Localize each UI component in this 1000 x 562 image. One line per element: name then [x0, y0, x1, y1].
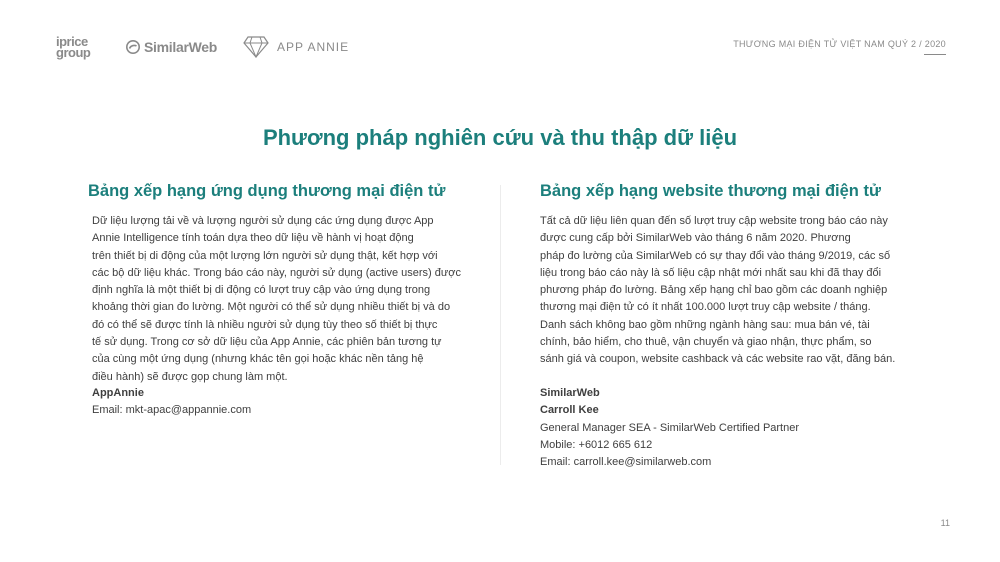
website-ranking-description: Tất cả dữ liệu liên quan đến số lượt truy cập website trong báo cáo này được cung cấp bởi SimilarWeb vào tháng 6 năm 2020. Phương pháp đo lường của SimilarWeb có sự thay đổi vào tháng 9/2019, các số liệu trong báo cáo này là số liệu cập nhật mới nhất sau khi đã thay đổi phương pháp đo lường. Bảng xếp hạng chỉ bao gồm các doanh nghiệp thương mại điện tử có ít nhất 100.000 lượt truy cập website / tháng. Danh sách không bao gồm những ngành hàng sau: mua bán vé, tài chính, bảo hiểm, cho thuê, vận chuyển và giao nhận, thực phẩm, so sánh giá và coupon, website cashback và các website rao vặt, đăng bán. — [540, 215, 896, 366]
partner-logos — [56, 34, 349, 60]
iprice-group-logo — [56, 36, 104, 58]
app-annie-logo-text: APP ANNIE — [277, 40, 350, 54]
website-ranking-heading: Bảng xếp hạng website thương mại điện tử — [540, 182, 881, 200]
header-underline — [924, 54, 946, 55]
website-ranking-section — [540, 182, 940, 369]
page-title: Phương pháp nghiên cứu và thu thập dữ liệu — [262, 125, 738, 150]
column-divider — [500, 185, 501, 465]
similarweb-logo — [126, 39, 217, 55]
page-number: 11 — [940, 518, 950, 528]
diamond-icon — [243, 36, 269, 58]
app-annie-logo — [243, 36, 349, 58]
report-title: THƯƠNG MẠI ĐIỆN TỬ VIỆT NAM QUÝ 2 / 2020 — [733, 39, 946, 49]
app-ranking-description: Dữ liệu lượng tải về và lượng người sử dụng các ứng dụng được App Annie Intelligence tính toán dựa theo dữ liệu về hành vị hoạt động trên thiết bị di động của một lượng lớn người sử dụng thật, kết hợp với các bộ dữ liệu khác. Trong báo cáo này, người sử dụng (active users) được định nghĩa là một thiết bị di động có lượt truy cập vào ứng dụng trong khoảng thời gian đo lường. Một người có thể sử dụng nhiều thiết bị và do đó có thể sẽ được tính là nhiều người sử dụng tùy theo số thiết bị thực tế sử dụng. Trong cơ sở dữ liệu của App Annie, các phiên bản tương tự của cùng một ứng dụng (nhưng khác tên gọi hoặc khác nền tảng hệ điều hành) sẽ được gọp chung làm một. — [92, 215, 461, 383]
app-ranking-section — [88, 182, 488, 386]
contact-email: Email: mkt-apac@appannie.com — [92, 404, 252, 417]
iprice-logo-line1: iprice — [56, 34, 88, 49]
contact-email: Email: carroll.kee@similarweb.com — [540, 456, 712, 469]
similarweb-contact — [540, 385, 799, 471]
contact-mobile: Mobile: +6012 665 612 — [540, 438, 653, 451]
iprice-logo-line2: group — [56, 45, 91, 60]
app-ranking-heading: Bảng xếp hạng ứng dụng thương mại điện tử — [88, 182, 446, 200]
contact-company: SimilarWeb — [540, 387, 600, 399]
appannie-contact — [92, 385, 251, 420]
similarweb-logo-text: SimilarWeb — [144, 39, 217, 55]
contact-person: Carroll Kee — [540, 404, 599, 417]
contact-role: General Manager SEA - SimilarWeb Certified Partner — [540, 421, 800, 434]
similarweb-logo-icon — [126, 40, 140, 54]
contact-company: AppAnnie — [92, 387, 144, 399]
